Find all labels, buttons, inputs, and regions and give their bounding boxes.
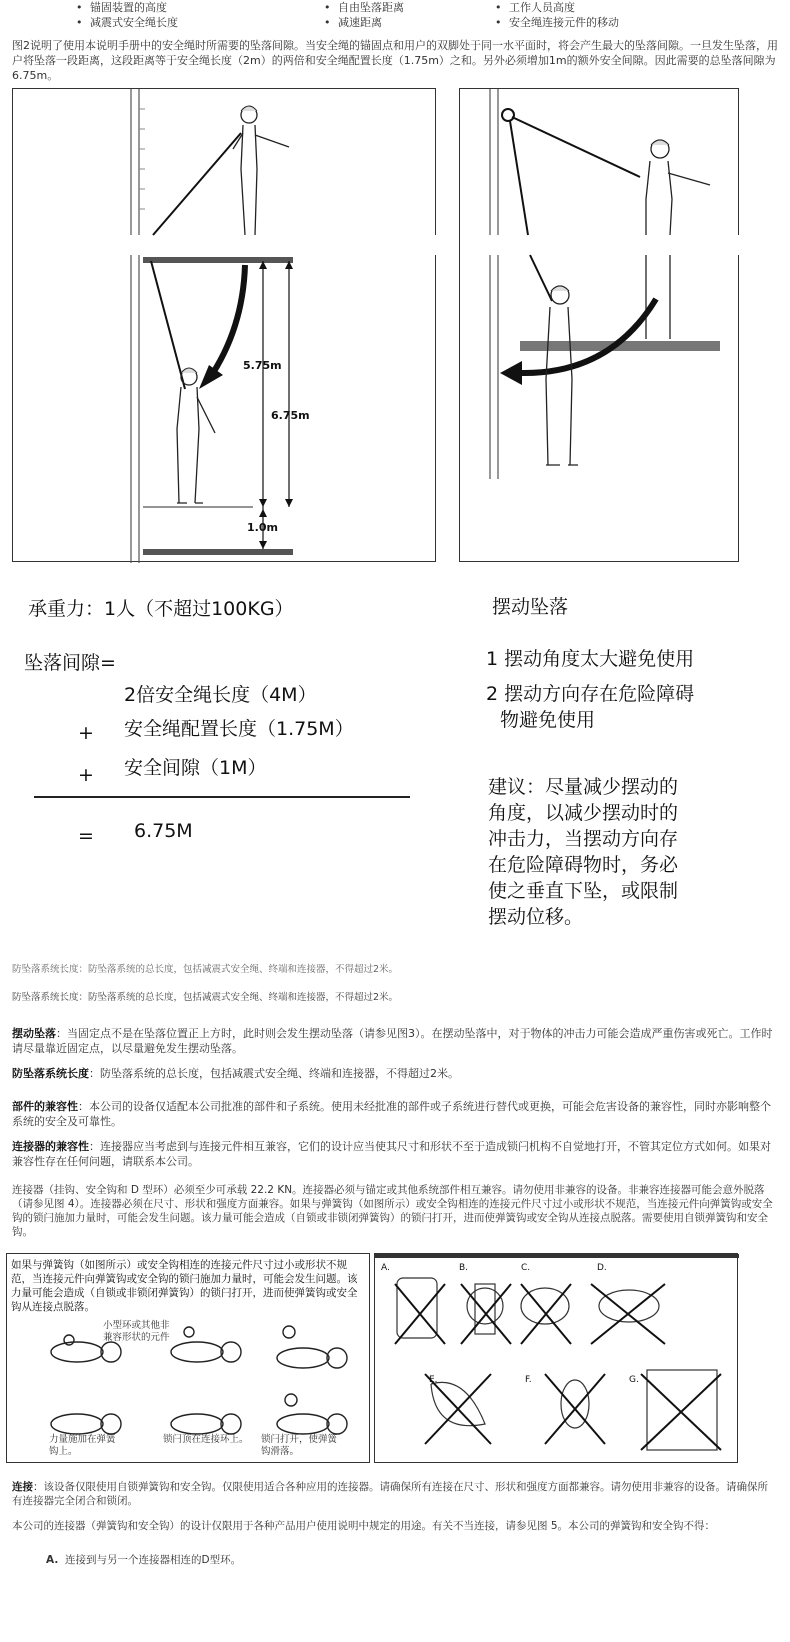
small-ring-note: 小型环或其他非兼容形状的元件 (103, 1320, 170, 1343)
hook-panel-text: 如果与弹簧钩（如图所示）或安全钩相连的连接元件尺寸过小或形状不规范，当连接元件向弹簧钩或安全钩的锁闩施加力量时，可能会发生问题。该力量可能会造成（自锁或非锁闭弹簧钩）的锁闩打开，进而使弹簧钩或安全钩从连接点脱落。 (11, 1259, 358, 1313)
advice-line: 在危险障碍物时，务必 (488, 854, 679, 876)
dimension-675: 6.75m (271, 409, 310, 422)
swing-advice (488, 774, 678, 930)
cut-text-line-2: 防坠落系统长度：防坠落系统的总长度，包括减震式安全绳、终端和连接器，不得超过2米。 (12, 992, 399, 1003)
formula-line-2: 安全绳配置长度（1.75M） (124, 718, 354, 740)
caption-latch: 锁闩顶在连接环上。 (163, 1434, 249, 1445)
formula-plus-2: + (78, 764, 94, 786)
compat-label: 部件的兼容性 (12, 1100, 78, 1113)
item-a-label: A. (46, 1554, 59, 1566)
formula-result: 6.75M (134, 820, 193, 842)
label-f: F. (525, 1375, 532, 1385)
improper-connection-illustrations (375, 1254, 739, 1464)
improper-connection-panel (374, 1253, 738, 1463)
formula-line-3: 安全间隙（1M） (124, 757, 267, 779)
cut-text-line-1: 防坠落系统长度：防坠落系统的总长度，包括减震式安全绳、终端和连接器，不得超过2米。 (12, 964, 399, 975)
bullet-item: • 减震式安全绳长度 (76, 15, 178, 30)
connection-text: ：该设备仅限使用自锁弹簧钩和安全钩。仅限使用适合各种应用的连接器。请确保所有连接在尺寸、形状和强度方面都兼容。请勿使用非兼容的设备。请确保所有连接器完全闭合和锁闭。 (12, 1481, 768, 1507)
swing-text: ：当固定点不是在坠落位置正上方时，此时则会发生摆动坠落（请参见图3）。在摆动坠落中，对于物体的冲击力可能会造成严重伤害或死亡。工作时请尽量靠近固定点，以尽量避免发生摆动坠落。 (12, 1027, 773, 1055)
connector-text: ：连接器应当考虑到与连接元件相互兼容，它们的设计应当使其尺寸和形状不至于造成锁闩机构不自觉地打开，不管其定位方式如何。如果对兼容性存在任何问题，请联系本公司。 (12, 1140, 771, 1168)
bullet-item: • 工作人员高度 (495, 0, 619, 15)
formula-line-1: 2倍安全绳长度（4M） (124, 684, 317, 706)
label-e: E. (429, 1375, 438, 1385)
connection-label: 连接 (12, 1481, 33, 1493)
swing-title: 摆动坠落 (492, 596, 569, 618)
connector-label: 连接器的兼容性 (12, 1140, 89, 1153)
label-d: D. (597, 1263, 607, 1273)
swing-item-2b: 物避免使用 (500, 709, 596, 731)
advice-line: 使之垂直下坠，或限制 (488, 880, 679, 902)
connection-section (12, 1480, 778, 1508)
bullet-column-2 (324, 0, 404, 30)
advice-line: 冲击力，当摆动方向存 (488, 828, 679, 850)
dimension-575: 5.75m (243, 359, 282, 372)
label-a: A. (381, 1263, 390, 1273)
length-text: ：防坠落系统的总长度，包括减震式安全绳、终端和连接器，不得超过2米。 (89, 1067, 459, 1080)
length-label: 防坠落系统长度 (12, 1067, 89, 1080)
bullet-column-1 (76, 0, 178, 30)
advice-line: 角度，以减少摆动时的 (488, 802, 679, 824)
intro-paragraph: 图2说明了使用本说明手册中的安全绳时所需要的坠落间隙。当安全绳的锚固点和用户的双脚处于同一水平面时，将会产生最大的坠落间隙。一旦发生坠落，用户将坠落一段距离，这段距离等于安全绳长度（2m）的两倍和安全绳配置长度（1.75m）之和。另外必须增加1m的额外安全间隙。因此需要的总坠落间隙为6.75m。 (12, 39, 778, 82)
length-section (12, 1066, 778, 1081)
caption-force: 力量施加在弹簧钩上。 (49, 1434, 116, 1457)
bullet-column-3 (495, 0, 619, 30)
bullet-item: • 自由坠落距离 (324, 0, 404, 15)
swing-item-2a: 2 摆动方向存在危险障碍 (486, 683, 695, 705)
fall-clearance-diagram (12, 88, 436, 562)
advice-line: 建议：尽量减少摆动的 (488, 776, 679, 798)
connector-usage-paragraph: 本公司的连接器（弹簧钩和安全钩）的设计仅限用于各种产品用户使用说明中规定的用途。有关不当连接，请参见图 5。本公司的弹簧钩和安全钩不得： (12, 1520, 716, 1532)
load-capacity-text: 承重力：1人（不超过100KG） (28, 598, 294, 620)
label-c: C. (521, 1263, 531, 1273)
bullet-item: • 安全绳连接元件的移动 (495, 15, 619, 30)
fall-clearance-illustration (13, 89, 437, 563)
item-a (46, 1553, 241, 1567)
label-b: B. (459, 1263, 469, 1273)
label-g: G. (629, 1375, 639, 1385)
swing-item-1: 1 摆动角度太大避免使用 (486, 648, 695, 670)
bullet-item: • 锚固装置的高度 (76, 0, 178, 15)
swing-fall-diagram (459, 88, 739, 562)
connector-section (12, 1139, 778, 1169)
fall-clearance-title: 坠落间隙= (24, 652, 116, 674)
formula-divider (34, 796, 410, 798)
caption-open: 锁闩打开，使弹簧钩滑落。 (261, 1434, 338, 1457)
swing-section (12, 1026, 778, 1056)
formula-plus-1: + (78, 722, 94, 744)
swing-fall-illustration (460, 89, 740, 563)
connector-paragraph: 连接器（挂钩、安全钩和 D 型环）必须至少可承载 22.2 KN。连接器必须与锚定或其他系统部件相互兼容。请勿使用非兼容的设备。非兼容连接器可能会意外脱落（请参见图 4）。连接器必须在尺寸、形状和强度方面兼容。如果与弹簧钩（如图所示）或安全钩相连的连接元件尺寸过小或形状不规范，当连接元件向弹簧钩或安全钩的锁闩施加力量时，可能会发生问题。该力量可能会造成（自锁或非锁闭弹簧钩）的锁闩打开，进而使弹簧钩或安全钩从连接点脱落。需要使用自锁弹簧钩和安全钩。 (12, 1184, 773, 1238)
swing-label: 摆动坠落 (12, 1027, 56, 1040)
item-a-text: 连接到与另一个连接器相连的D型环。 (65, 1554, 242, 1566)
compat-section (12, 1099, 778, 1129)
compat-text: ：本公司的设备仅适配本公司批准的部件和子系统。使用未经批准的部件或子系统进行替代或更换，可能会危害设备的兼容性，同时亦影响整个系统的安全及可靠性。 (12, 1100, 771, 1128)
bullet-item: • 减速距离 (324, 15, 404, 30)
advice-line: 摆动位移。 (488, 906, 584, 928)
formula-equals: = (78, 825, 94, 847)
dimension-10: 1.0m (247, 521, 278, 534)
hook-diagram-panel (6, 1253, 370, 1463)
